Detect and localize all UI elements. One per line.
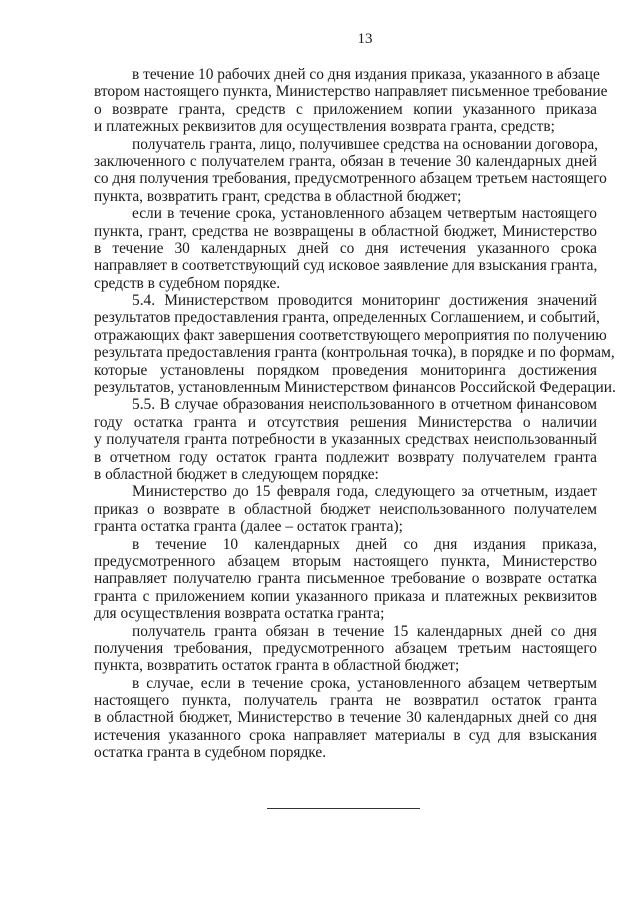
text-line: в отчетном году остаток гранта подлежит возврату получателем гранта bbox=[94, 448, 597, 466]
text-line: 5.5. В случае образования неиспользованного в отчетном финансовом bbox=[132, 396, 597, 414]
text-line: получатель гранта обязан в течение 15 календарных дней со дня bbox=[132, 622, 597, 640]
paragraph bbox=[94, 623, 597, 675]
text-line: и платежных реквизитов для осуществления возврата гранта, средств; bbox=[94, 118, 555, 136]
text-line: у получателя гранта потребности в указанных средствах неиспользованный bbox=[94, 431, 597, 449]
paragraph bbox=[94, 292, 616, 397]
text-line: настоящего пункта, получатель гранта не возвратил остаток гранта bbox=[94, 692, 597, 710]
paragraph bbox=[94, 205, 597, 292]
text-line: 5.4. Министерством проводится мониторинг достижения значений bbox=[132, 292, 597, 310]
text-line: в течение 10 календарных дней со дня издания приказа, bbox=[132, 535, 597, 553]
text-line: со дня получения требования, предусмотренного абзацем третьем настоящего bbox=[94, 170, 607, 188]
text-line: предусмотренного абзацем вторым настоящего пункта, Министерство bbox=[94, 552, 597, 570]
page-number: 13 bbox=[357, 31, 373, 47]
text-line: гранта с приложением копии указанного приказа и платежных реквизитов bbox=[94, 587, 597, 605]
paragraph bbox=[94, 483, 597, 535]
text-line: в течение 30 календарных дней со дня истечения указанного срока bbox=[94, 239, 597, 257]
paragraph bbox=[94, 675, 597, 762]
text-line: получения требования, предусмотренного абзацем третьим настоящего bbox=[94, 639, 597, 657]
text-line: приказ о возврате в областной бюджет неиспользованного получателем bbox=[94, 500, 597, 518]
end-rule-divider bbox=[267, 808, 420, 809]
text-line: пункта, грант, средства не возвращены в областной бюджет, Министерство bbox=[94, 222, 597, 240]
text-line: результата предоставления гранта (контрольная точка), в порядке и по формам, bbox=[94, 344, 615, 362]
text-line: о возврате гранта, средств с приложением копии указанного приказа bbox=[94, 100, 597, 118]
text-line: в течение 10 рабочих дней со дня издания приказа, указанного в абзаце bbox=[132, 66, 600, 83]
text-line: результатов, установленным Министерством финансов Российской Федерации. bbox=[94, 379, 616, 397]
text-line: направляет получателю гранта письменное требование о возврате остатка bbox=[94, 570, 597, 588]
text-line: Министерство до 15 февраля года, следующего за отчетным, издает bbox=[132, 483, 597, 501]
text-line: если в течение срока, установленного абзацем четвертым настоящего bbox=[132, 205, 597, 223]
paragraph bbox=[94, 66, 608, 136]
text-line: получатель гранта, лицо, получившее средства на основании договора, bbox=[132, 135, 599, 153]
text-line: остатка гранта в судебном порядке. bbox=[94, 744, 327, 762]
text-line: в областной бюджет в следующем порядке: bbox=[94, 465, 379, 483]
text-line: году остатка гранта и отсутствия решения Министерства о наличии bbox=[94, 413, 597, 431]
text-line: пункта, возвратить остаток гранта в областной бюджет; bbox=[94, 657, 460, 675]
paragraph bbox=[94, 135, 607, 206]
text-line: отражающих факт завершения соответствующего мероприятия по получению bbox=[94, 326, 607, 344]
text-line: втором настоящего пункта, Министерство направляет письменное требование bbox=[94, 83, 608, 101]
text-line: для осуществления возврата остатка гранта; bbox=[94, 605, 385, 623]
text-line: результатов предоставления гранта, определенных Соглашением, и событий, bbox=[94, 309, 600, 327]
text-line: заключенного с получателем гранта, обязан в течение 30 календарных дней bbox=[94, 152, 597, 170]
paragraph bbox=[94, 536, 597, 623]
text-line: в областной бюджет, Министерство в течение 30 календарных дней со дня bbox=[94, 709, 597, 727]
text-line: направляет в соответствующий суд исковое заявление для взыскания гранта, bbox=[94, 257, 598, 275]
text-line: средств в судебном порядке. bbox=[94, 274, 281, 292]
text-line: в случае, если в течение срока, установленного абзацем четвертым bbox=[132, 674, 597, 692]
text-line: гранта остатка гранта (далее – остаток гранта); bbox=[94, 518, 403, 536]
text-line: истечения указанного срока направляет материалы в суд для взыскания bbox=[94, 726, 597, 744]
text-line: которые установлены порядком проведения мониторинга достижения bbox=[94, 361, 597, 379]
document-body bbox=[94, 66, 616, 762]
text-line: пункта, возвратить грант, средства в областной бюджет; bbox=[94, 187, 462, 205]
paragraph bbox=[94, 396, 597, 483]
